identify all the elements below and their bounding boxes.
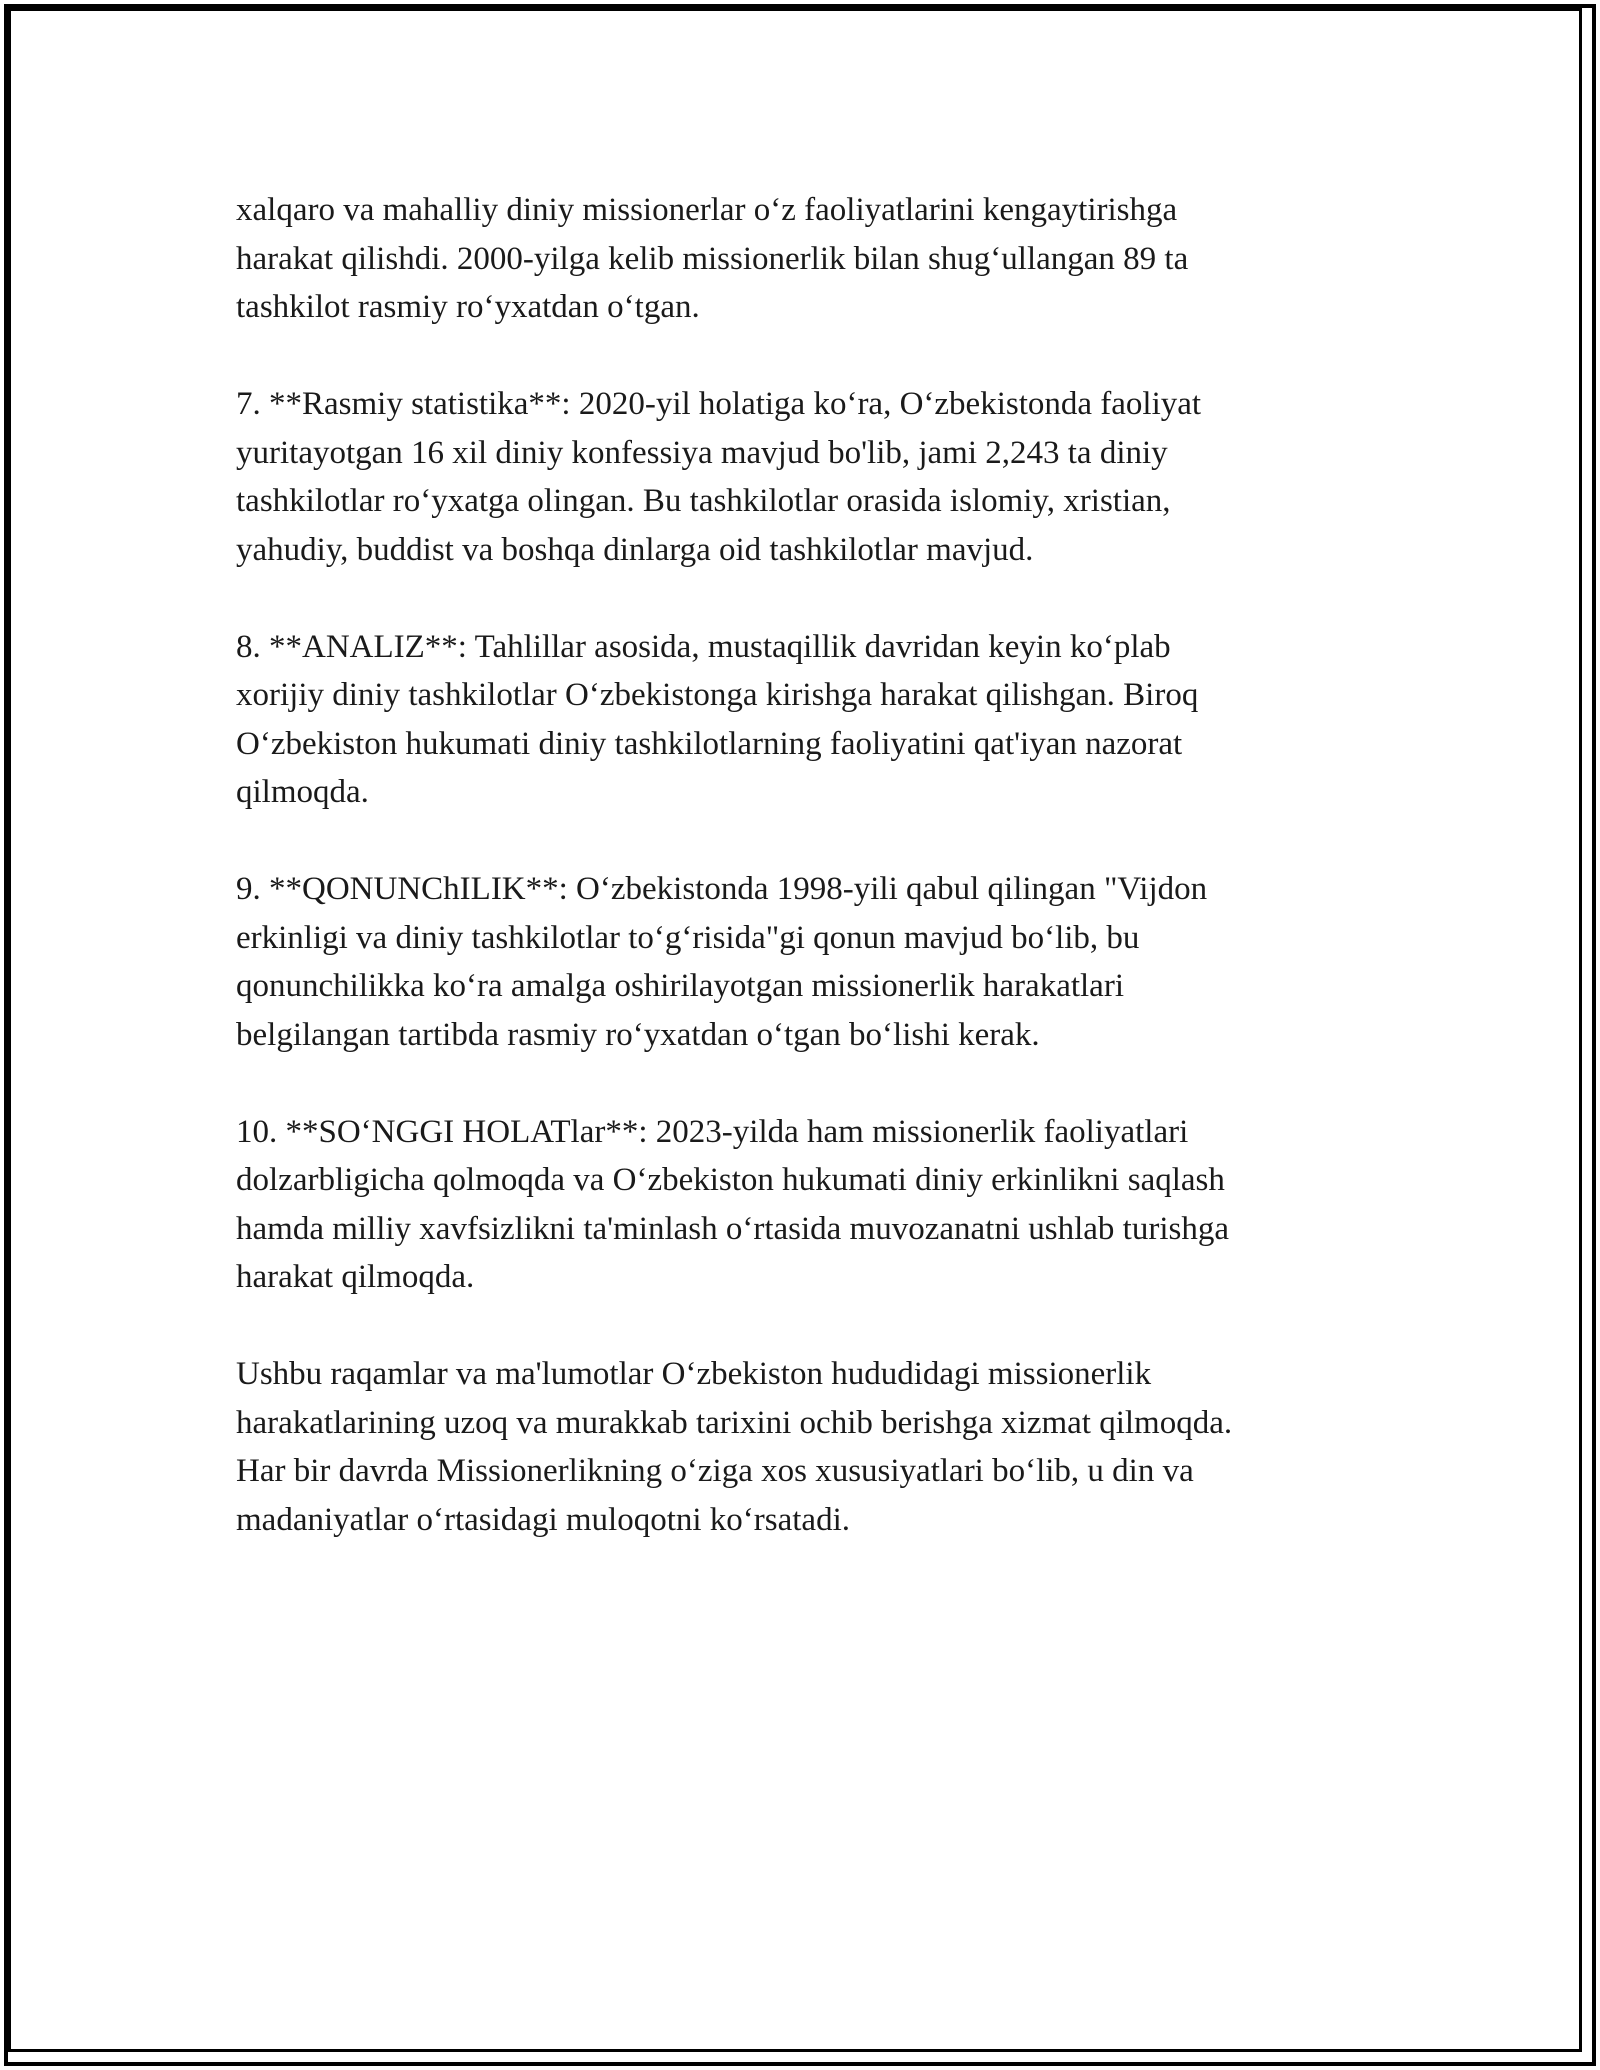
paragraph-official-statistics: 7. **Rasmiy statistika**: 2020-yil holatiga ko‘ra, O‘zbekistonda faoliyat yuritayotgan 16 xil diniy konfessiya mavjud bo'lib, jami 2,243 ta diniy tashkilotlar ro‘yxatga olingan. Bu tashkilotlar orasida islomiy, xristian, yahudiy, buddist va boshqa dinlarga oid tashkilotlar mavjud. bbox=[236, 386, 1202, 568]
document-body bbox=[236, 186, 1356, 1544]
paragraph-legislation: 9. **QONUNChILIK**: O‘zbekistonda 1998-yili qabul qilingan "Vijdon erkinligi va diniy tashkilotlar to‘g‘risida"gi qonun mavjud bo‘lib, bu qonunchilikka ko‘ra amalga oshirilayotgan missionerlik harakatlari belgilangan tartibda rasmiy ro‘yxatdan o‘tgan bo‘lishi kerak. bbox=[236, 871, 1208, 1053]
paragraph-recent-status: 10. **SO‘NGGI HOLATlar**: 2023-yilda ham missionerlik faoliyatlari dolzarbligicha qolmoqda va O‘zbekiston hukumati diniy erkinlikni saqlash hamda milliy xavfsizlikni ta'minlash o‘rtasida muvozanatni ushlab turishga harakat qilmoqda. bbox=[236, 1113, 1229, 1295]
paragraph-analysis: 8. **ANALIZ**: Tahlillar asosida, mustaqillik davridan keyin ko‘plab xorijiy diniy tashkilotlar O‘zbekistonga kirishga harakat qilishgan. Biroq O‘zbekiston hukumati diniy tashkilotlarning faoliyatini qat'iyan nazorat qilmoqda. bbox=[236, 628, 1199, 810]
paragraph-continuation: xalqaro va mahalliy diniy missionerlar o‘z faoliyatlarini kengaytirishga harakat qilishdi. 2000-yilga kelib missionerlik bilan shug‘ullangan 89 ta tashkilot rasmiy ro‘yxatdan o‘tgan. bbox=[236, 192, 1189, 325]
paragraph-conclusion: Ushbu raqamlar va ma'lumotlar O‘zbekiston hududidagi missionerlik harakatlarining uzoq va murakkab tarixini ochib berishga xizmat qilmoqda. Har bir davrda Missionerlikning o‘ziga xos xususiyatlari bo‘lib, u din va madaniyatlar o‘rtasidagi muloqotni ko‘rsatadi. bbox=[236, 1356, 1233, 1538]
